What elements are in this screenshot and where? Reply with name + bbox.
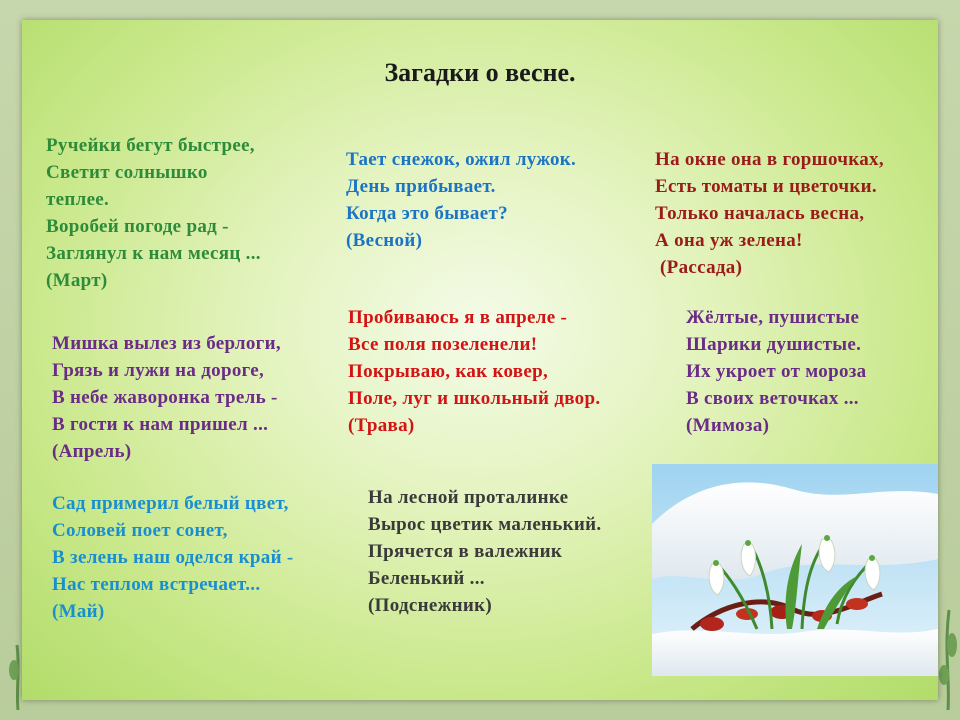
riddle-line: Соловей поет сонет, xyxy=(52,520,228,541)
riddle-answer: (Апрель) xyxy=(52,441,132,462)
riddle-line: В зелень наш оделся край - xyxy=(52,547,294,568)
riddle-line: Нас теплом встречает... xyxy=(52,574,261,595)
riddle-line: Их укроет от мороза xyxy=(686,361,867,382)
riddle-answer: (Рассада) xyxy=(655,257,743,278)
riddle-line: Тает снежок, ожил лужок. xyxy=(346,149,577,170)
riddle-line: Воробей погоде рад - xyxy=(46,216,229,237)
riddle-line: Светит солнышко xyxy=(46,162,208,183)
riddle-may xyxy=(52,490,294,625)
riddle-line: Пробиваюсь я в апреле - xyxy=(348,307,568,328)
riddle-line: На окне она в горшочках, xyxy=(655,149,884,170)
riddle-line: Мишка вылез из берлоги, xyxy=(52,333,281,354)
slide-title: Загадки о весне. xyxy=(384,58,576,87)
riddle-line: Вырос цветик маленький. xyxy=(368,514,602,535)
riddle-answer: (Трава) xyxy=(348,415,415,436)
riddle-line: На лесной проталинке xyxy=(368,487,569,508)
riddle-answer: (Подснежник) xyxy=(368,595,493,616)
riddle-line: Шарики душистые. xyxy=(686,334,862,355)
riddle-grass xyxy=(348,304,600,439)
riddle-spring xyxy=(346,146,576,254)
riddle-march xyxy=(46,132,261,294)
riddle-line: В своих веточках ... xyxy=(686,388,859,409)
riddle-snowdrop xyxy=(368,484,601,619)
riddle-line: Прячется в валежник xyxy=(368,541,563,562)
riddle-line: Когда это бывает? xyxy=(346,203,508,224)
riddle-line: А она уж зелена! xyxy=(655,230,803,251)
riddle-line: В гости к нам пришел ... xyxy=(52,414,269,435)
riddle-line: Покрываю, как ковер, xyxy=(348,361,548,382)
riddle-line: Есть томаты и цветочки. xyxy=(655,176,877,197)
riddle-answer: (Мимоза) xyxy=(686,415,770,436)
riddle-seedlings xyxy=(655,146,884,281)
riddle-line: Сад примерил белый цвет, xyxy=(52,493,289,514)
sprout-decoration-right xyxy=(938,600,958,710)
riddle-answer: (Май) xyxy=(52,601,105,622)
riddle-line: День прибывает. xyxy=(346,176,496,197)
riddle-line: Заглянул к нам месяц ... xyxy=(46,243,261,264)
riddle-line: Поле, луг и школьный двор. xyxy=(348,388,601,409)
riddle-answer: (Весной) xyxy=(346,230,423,251)
snowdrop-photo xyxy=(652,464,938,676)
riddle-line: теплее. xyxy=(46,189,110,210)
riddle-april xyxy=(52,330,281,465)
riddle-mimosa xyxy=(686,304,867,439)
riddle-line: Только началась весна, xyxy=(655,203,865,224)
riddle-line: Ручейки бегут быстрее, xyxy=(46,135,255,156)
riddle-line: Грязь и лужи на дороге, xyxy=(52,360,265,381)
riddle-line: Жёлтые, пушистые xyxy=(686,307,860,328)
riddle-answer: (Март) xyxy=(46,270,108,291)
riddle-line: Все поля позеленели! xyxy=(348,334,538,355)
riddle-line: Беленький ... xyxy=(368,568,485,589)
riddle-line: В небе жаворонка трель - xyxy=(52,387,278,408)
